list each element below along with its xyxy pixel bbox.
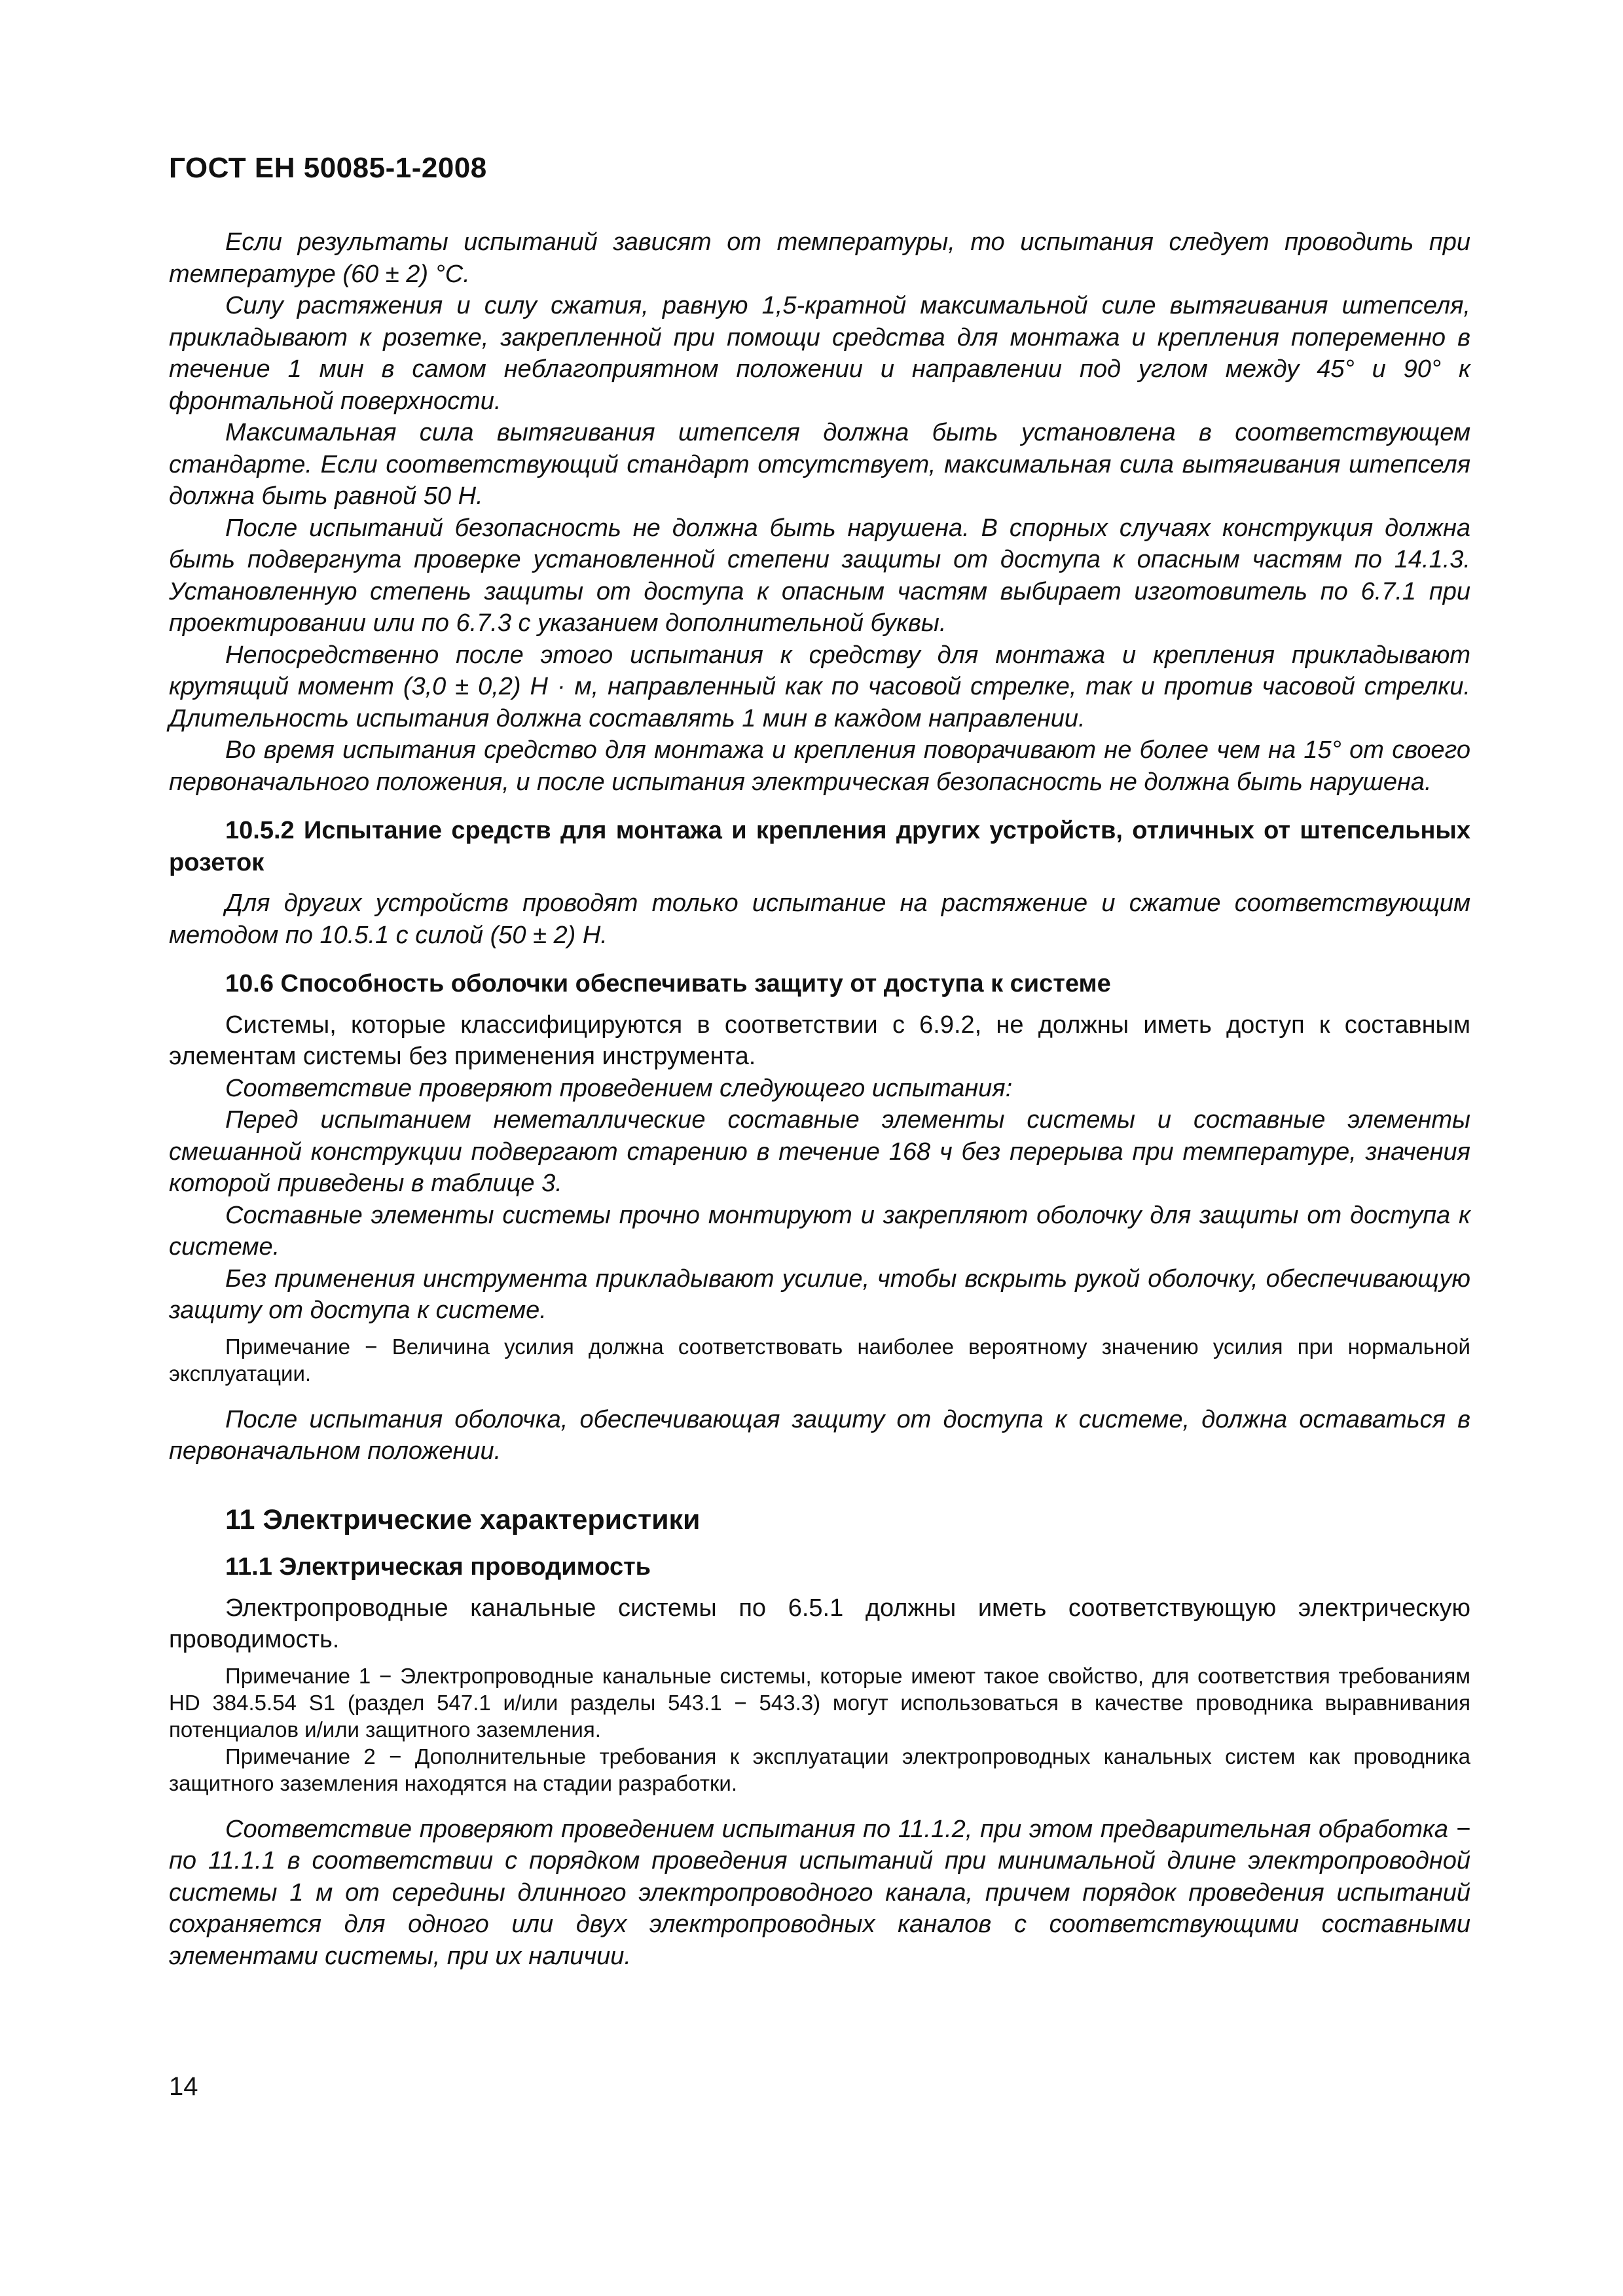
paragraph: Для других устройств проводят только испытание на растяжение и сжатие соответствующим методом по 10.5.1 с силой (50 ± 2) Н.: [169, 889, 1470, 949]
paragraph: После испытаний безопасность не должна быть нарушена. В спорных случаях конструкция должна быть подвергнута проверке установленной степени защиты от доступа к опасным частям по 14.1.3. Установленную степень защиты от доступа к опасным частям выбирает изготовитель по 6.7.1 при проектировании или по 6.7.3 с указанием дополнительной буквы.: [169, 514, 1470, 637]
page-body: [169, 226, 1470, 1972]
paragraph: Соответствие проверяют проведением следующего испытания:: [225, 1074, 1013, 1102]
document-header: ГОСТ ЕН 50085-1-2008: [169, 152, 487, 184]
page-number: 14: [169, 2072, 198, 2101]
paragraph: Силу растяжения и силу сжатия, равную 1,5-кратной максимальной силе вытягивания штепселя, прикладывают к розетке, закрепленной при помощи средства для монтажа и крепления попеременно в течение 1 мин в самом неблагоприятном положении и направлении под углом между 45° и 90° к фронтальной поверхности.: [169, 292, 1470, 415]
paragraph: Перед испытанием неметаллические составные элементы системы и составные элементы смешанной конструкции подвергают старению в течение 168 ч без перерыва при температуре, значения которой приведены в таблице 3.: [169, 1106, 1470, 1197]
paragraph: Во время испытания средство для монтажа и крепления поворачивают не более чем на 15° от своего первоначального положения, и после испытания электрическая безопасность не должна быть нарушена.: [169, 736, 1470, 796]
section-heading-10-5-2: 10.5.2 Испытание средств для монтажа и крепления других устройств, отличных от штепсельных розеток: [169, 817, 1470, 876]
section-heading-10-6: 10.6 Способность оболочки обеспечивать защиту от доступа к системе: [225, 970, 1111, 997]
note: Примечание 1 − Электропроводные канальные системы, которые имеют такое свойство, для соответствия требованиям HD 384.5.54 S1 (раздел 547.1 и/или разделы 543.1 − 543.3) могут использоваться в качестве проводника выравнивания потенциалов и/или защитного заземления.: [169, 1663, 1470, 1742]
section-heading-11-1: 11.1 Электрическая проводимость: [225, 1553, 651, 1581]
paragraph: Если результаты испытаний зависят от температуры, то испытания следует проводить при температуре (60 ± 2) °С.: [169, 228, 1470, 288]
note: Примечание 2 − Дополнительные требования к эксплуатации электропроводных канальных систем как проводника защитного заземления находятся на стадии разработки.: [169, 1744, 1470, 1795]
paragraph: Системы, которые классифицируются в соответствии с 6.9.2, не должны иметь доступ к составным элементам системы без применения инструмента.: [169, 1011, 1470, 1070]
paragraph: Составные элементы системы прочно монтируют и закрепляют оболочку для защиты от доступа к системе.: [169, 1201, 1470, 1261]
paragraph: После испытания оболочка, обеспечивающая защиту от доступа к системе, должна оставаться в первоначальном положении.: [169, 1405, 1470, 1465]
section-heading-11: 11 Электрические характеристики: [225, 1503, 701, 1535]
paragraph: Без применения инструмента прикладывают усилие, чтобы вскрыть рукой оболочку, обеспечивающую защиту от доступа к системе.: [169, 1265, 1470, 1324]
paragraph: Максимальная сила вытягивания штепселя должна быть установлена в соответствующем стандарте. Если соответствующий стандарт отсутствует, максимальная сила вытягивания штепселя должна быть равной 50 Н.: [169, 419, 1470, 510]
note: Примечание − Величина усилия должна соответствовать наиболее вероятному значению усилия при нормальной эксплуатации.: [169, 1334, 1470, 1386]
paragraph: Соответствие проверяют проведением испытания по 11.1.2, при этом предварительная обработка − по 11.1.1 в соответствии с порядком проведения испытаний при минимальной длине электропроводной системы 1 м от середины длинного электропроводного канала, причем порядок проведения испытаний сохраняется для одного или двух электропроводных каналов с соответствующими составными элементами системы, при их наличии.: [169, 1815, 1470, 1970]
paragraph: Непосредственно после этого испытания к средству для монтажа и крепления прикладывают крутящий момент (3,0 ± 0,2) Н · м, направленный как по часовой стрелке, так и против часовой стрелки. Длительность испытания должна составлять 1 мин в каждом направлении.: [169, 641, 1470, 732]
paragraph: Электропроводные канальные системы по 6.5.1 должны иметь соответствующую электрическую проводимость.: [169, 1594, 1470, 1653]
